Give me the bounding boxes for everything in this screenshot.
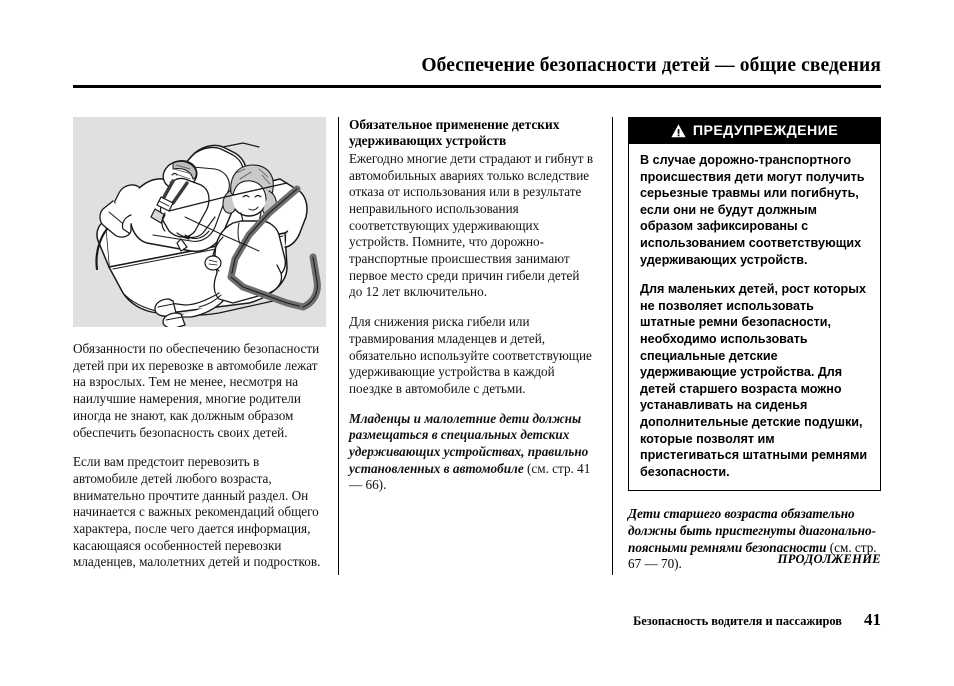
middle-paragraph-1: Ежегодно многие дети страдают и гибнут в автомобильных авариях только вследствие отказа от использования или в результате неправильного использования соответствующих удерживающих устройств. Помните, что дорожно-транспортные происшествия занимают первое место среди причин гибели детей до 12 лет включительно.	[349, 150, 594, 300]
column-divider-left	[338, 117, 339, 575]
page-header	[73, 55, 881, 88]
middle-column	[349, 117, 594, 494]
warning-paragraph-1: В случае дорожно-транспортного происшествия дети могут получить серьезные травмы или погибнуть, если они не будут должным образом зафиксированы с использованием соответствующих удерживающих устройств.	[640, 153, 865, 267]
page-footer	[400, 610, 881, 630]
warning-box	[628, 117, 881, 491]
warning-triangle-icon	[671, 124, 686, 138]
header-rule	[73, 85, 881, 88]
warning-box-body	[629, 144, 880, 490]
middle-italic-note-text: Младенцы и малолетние дети должны размещаться в специальных детских удерживающих устройствах, правильно установленных в автомобиле	[349, 410, 589, 476]
warning-title: ПРЕДУПРЕЖДЕНИЕ	[692, 123, 839, 139]
right-column	[628, 117, 881, 573]
footer-section-title: Безопасность водителя и пассажиров	[633, 614, 842, 628]
middle-italic-note-reference: (см. стр. 41 — 66).	[349, 460, 591, 493]
middle-subheading: Обязательное применение детских удерживающих устройств	[349, 117, 560, 149]
middle-paragraph-2: Для снижения риска гибели или травмирования младенцев и детей, обязательно используйте соответствующие удерживающие устройства в каждой поездке в автомобиле с детьми.	[349, 314, 592, 396]
child-seat-illustration	[73, 117, 326, 327]
continuation-label: ПРОДОЛЖЕНИЕ	[777, 552, 881, 566]
warning-paragraph-2: Для маленьких детей, рост которых не позволяет использовать штатные ремни безопасности, необходимо использовать специальные детские удерживающие устройства. Для детей старшего возраста можно устанавливать на сиденья дополнительные детские подушки, которые позволят им пристегиваться штатными ремнями безопасности.	[640, 282, 868, 479]
footer-page-number: 41	[864, 610, 881, 629]
middle-italic-note	[349, 411, 594, 495]
warning-box-header	[629, 118, 880, 144]
middle-column-body	[349, 151, 594, 494]
left-column-body	[73, 341, 326, 571]
left-paragraph-2: Если вам предстоит перевозить в автомобиле детей любого возраста, внимательно прочтите данный раздел. Он начинается с важных рекомендаций общего характера, после чего дается информация, касающаяся особенностей перевозки младенцев, малолетних детей и подростков.	[73, 454, 321, 570]
left-column	[73, 117, 326, 571]
left-paragraph-1: Обязанности по обеспечению безопасности детей при их перевозке в автомобиле лежат на взрослых. Тем не менее, несмотря на наилучшие намерения, многие родители иногда не знают, как должным образом обеспечить безопасность своих детей.	[73, 341, 320, 440]
right-italic-note-reference: (см. стр. 67 — 70).	[628, 539, 877, 572]
child-seat-illustration-svg	[73, 117, 326, 327]
column-divider-right	[612, 117, 613, 575]
page-title: Обеспечение безопасности детей — общие сведения	[421, 55, 881, 76]
right-italic-note-text: Дети старшего возраста обязательно должны быть пристегнуты диагонально-поясными ремнями безопасности	[628, 506, 876, 555]
